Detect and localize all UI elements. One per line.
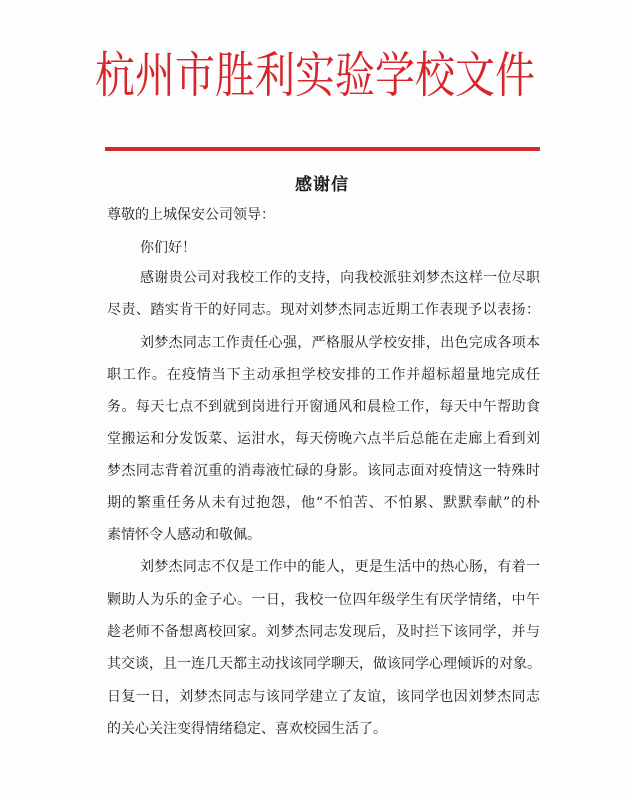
greeting: 你们好！ [140,240,196,256]
header-red-rule [105,147,540,151]
paragraph-line: 其交谈，且一连几天都主动找该同学聊天，做该同学心理倾诉的对象。 [107,656,541,672]
org-header-title: 杭州市胜利实验学校文件 [95,47,535,105]
letter-title: 感谢信 [295,175,349,195]
paragraph-line: 堂搬运和分发饭菜、运泔水，每天傍晚六点半后总能在走廊上看到刘 [107,431,540,447]
salutation: 尊敬的上城保安公司领导： [107,207,275,223]
paragraph-line: 颗助人为乐的金子心。一日，我校一位四年级学生有厌学情绪，中午 [107,592,540,608]
paragraph-line: 感谢贵公司对我校工作的支持，向我校派驻刘梦杰这样一位尽职 [140,270,540,286]
paragraph-line: 刘梦杰同志工作责任心强，严格服从学校安排，出色完成各项本 [140,335,540,351]
paragraph-line: 尽责、踏实肯干的好同志。现对刘梦杰同志近期工作表现予以表扬： [107,302,540,318]
paragraph-line: 职工作。在疫情当下主动承担学校安排的工作并超标超量地完成任 [107,367,540,383]
paragraph-line: 的关心关注变得情绪稳定、喜欢校园生活了。 [107,721,387,737]
paragraph-line: 期的繁重任务从未有过抱怨，他“不怕苦、不怕累、默默奉献”的朴 [107,495,540,511]
paragraph-line: 务。每天七点不到就到岗进行开窗通风和晨检工作，每天中午帮助食 [107,399,540,415]
paragraph-line: 日复一日，刘梦杰同志与该同学建立了友谊，该同学也因刘梦杰同志 [107,689,540,705]
paragraph-line: 刘梦杰同志不仅是工作中的能人，更是生活中的热心肠，有着一 [140,559,540,575]
paragraph-line: 趁老师不备想离校回家。刘梦杰同志发现后，及时拦下该同学，并与 [107,624,540,640]
paragraph-line: 素情怀令人感动和敬佩。 [107,527,261,543]
paragraph-line: 梦杰同志背着沉重的消毒液忙碌的身影。该同志面对疫情这一特殊时 [107,463,540,479]
